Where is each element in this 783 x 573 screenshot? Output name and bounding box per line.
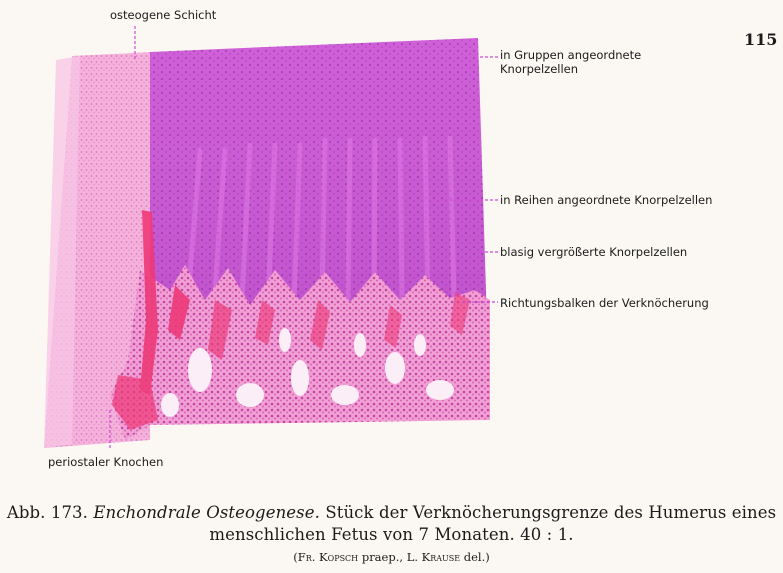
credit-line: [0, 550, 783, 564]
credit-artist: L. Krause: [406, 550, 461, 564]
label-blasig: blasig vergrößerte Knorpelzellen: [500, 245, 688, 259]
caption-line-2: menschlichen Fetus von 7 Monaten. 40 : 1.: [209, 525, 574, 544]
credit-close: del.): [460, 550, 490, 564]
page-number: 115: [744, 30, 778, 49]
credit-preparer: Fr. Kopsch: [297, 550, 359, 564]
credit-open: (: [293, 550, 298, 564]
caption-title: Enchondrale Osteogenese.: [93, 503, 320, 522]
caption-line1-rest: Stück der Verknöcherungsgrenze des Humerus eines: [325, 503, 777, 522]
label-reihen: in Reihen angeordnete Knorpelzellen: [500, 193, 713, 207]
caption-line-1: [0, 502, 783, 523]
label-gruppen-line2: Knorpelzellen: [500, 62, 579, 76]
caption-prefix: Abb. 173.: [6, 503, 88, 522]
label-richtungsbalken: Richtungsbalken der Verknöcherung: [500, 296, 709, 310]
label-periostaler-knochen: periostaler Knochen: [48, 455, 164, 469]
label-osteogene-schicht: osteogene Schicht: [110, 8, 217, 22]
label-gruppen-line1: in Gruppen angeordnete: [500, 48, 642, 62]
credit-mid: praep.,: [358, 550, 407, 564]
